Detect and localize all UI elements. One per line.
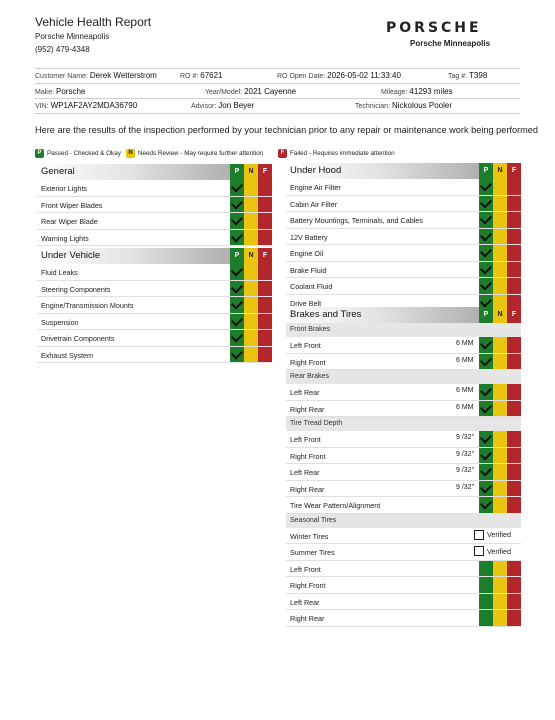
measurement-value: 6 MM [456,356,474,364]
status-pass-cell [230,314,244,330]
dealer-phone: (952) 479-4348 [35,45,90,54]
status-fail-cell [507,384,521,400]
status-review-cell [493,278,507,294]
status-review-cell [493,610,507,626]
ro-open-field: RO Open Date: 2026-05-02 11:33:40 [277,71,401,80]
inspection-row [37,281,272,298]
column-needs-review: N [493,307,507,323]
check-icon [231,330,243,342]
under-hood-section [286,163,521,311]
column-failed: F [258,164,272,180]
check-icon [480,262,492,274]
inspection-row [286,212,521,229]
status-review-cell [493,179,507,195]
status-review-cell [493,431,507,447]
inspection-row [286,594,521,611]
status-review-cell [493,196,507,212]
item-label: Right Front [290,357,326,367]
inspection-row [286,610,521,627]
status-fail-cell [507,354,521,370]
measurement-value: 6 MM [456,387,474,394]
inspection-row [286,262,521,279]
section-header [286,307,521,323]
status-pass-cell [479,354,493,370]
status-review-cell [493,262,507,278]
measurement-value: 9 /32" [456,467,475,474]
general-section [37,164,272,246]
status-fail-cell [507,179,521,195]
subsection-header [286,514,521,528]
check-icon [480,295,492,307]
item-label: Coolant Fluid [290,282,333,291]
subsection-header [286,323,521,337]
column-passed: P [479,307,493,323]
status-fail-cell [507,481,521,497]
inspection-row [37,314,272,331]
mileage-field: Mileage: 41293 miles [381,87,453,96]
item-label: Right Front [290,581,326,590]
inspection-row [37,197,272,214]
item-label: Left Rear [290,597,320,607]
inspection-row [286,229,521,246]
checkbox-icon[interactable] [474,530,484,540]
check-icon [480,448,492,460]
status-pass-cell [479,497,493,513]
vin-field: VIN: WP1AF2AY2MDA36790 [35,101,138,110]
inspection-row [286,179,521,196]
inspection-row [286,497,521,514]
status-fail-cell [507,497,521,513]
item-label: Exterior Lights [41,184,87,193]
item-label: Right Rear [290,484,325,494]
subsection-title: Tire Tread Depth [290,420,343,427]
subsection-header [286,417,521,431]
check-icon [231,281,243,293]
status-fail-cell [507,229,521,245]
section-header [37,164,272,180]
status-review-cell [244,213,258,229]
section-title: Under Vehicle [41,250,101,261]
status-review-cell [493,448,507,464]
column-passed: P [230,248,244,264]
measurement-value: 9 /32" [456,434,475,441]
item-label: Left Front [290,341,321,350]
section-title: Brakes and Tires [290,309,362,320]
status-review-cell [493,354,507,370]
measurement-value: 6 MM [456,403,474,411]
status-pass-cell [230,264,244,280]
status-pass-cell [479,448,493,464]
check-icon [480,401,492,413]
status-review-cell [244,180,258,196]
column-passed: P [479,163,493,179]
item-label: Left Rear [290,388,320,397]
check-icon [231,297,243,309]
check-icon [231,264,243,276]
make-field: Make: Porsche [35,87,86,96]
status-review-cell [493,561,507,577]
verified-checkbox[interactable] [474,530,511,540]
status-fail-cell [507,196,521,212]
advisor-field: Advisor: Jon Beyer [191,101,255,110]
inspection-row [37,230,272,247]
item-label: Exhaust System [41,350,93,360]
status-fail-cell [258,180,272,196]
subsection-title: Seasonal Tires [290,516,337,524]
inspection-row [286,464,521,481]
checkbox-icon[interactable] [474,546,484,556]
status-pass-cell [479,229,493,245]
report-title: Vehicle Health Report [35,15,152,29]
intro-text: Here are the results of the inspection performed by your technician prior to any repair or maintenance work being performed [35,125,539,135]
item-label: 12V Battery [290,232,328,242]
check-icon [231,213,243,225]
status-fail-cell [258,264,272,280]
status-pass-cell [479,464,493,480]
dealer-name: Porsche Minneapolis [35,32,110,41]
inspection-row [286,448,521,465]
status-fail-cell [258,347,272,363]
check-icon [480,179,492,191]
status-pass-cell [479,179,493,195]
check-icon [480,337,492,349]
status-review-cell [244,281,258,297]
status-fail-cell [258,281,272,297]
check-icon [480,278,492,290]
status-review-cell [493,577,507,593]
status-review-cell [493,464,507,480]
inspection-row [286,196,521,213]
status-pass-cell [230,197,244,213]
item-label: Engine/Transmission Mounts [41,301,134,310]
verified-label: Verified [487,530,511,539]
inspection-row [37,264,272,281]
status-review-cell [493,497,507,513]
status-pass-cell [230,180,244,196]
item-label: Front Wiper Blades [41,200,103,210]
item-label: Fluid Leaks [41,268,78,277]
status-pass-cell [230,330,244,346]
column-needs-review: N [244,248,258,264]
check-icon [231,230,243,242]
column-failed: F [258,248,272,264]
status-review-cell [493,337,507,353]
status-fail-cell [507,561,521,577]
column-failed: F [507,307,521,323]
status-pass-cell [479,278,493,294]
column-needs-review: N [244,164,258,180]
status-review-cell [244,264,258,280]
status-review-cell [244,314,258,330]
status-pass-cell [479,610,493,626]
ro-field: RO #: 67621 [180,71,223,80]
check-icon [231,180,243,192]
status-fail-cell [507,610,521,626]
status-review-cell [493,594,507,610]
item-label: Winter Tires [290,531,329,541]
inspection-row [286,245,521,262]
inspection-row [37,347,272,364]
status-pass-cell [479,481,493,497]
status-pass-cell [230,213,244,229]
legend-passed: P Passed - Checked & Okay [35,149,121,158]
status-review-cell [244,330,258,346]
item-label: Tire Wear Pattern/Alignment [290,501,381,510]
status-pass-cell [479,245,493,261]
item-label: Right Rear [290,614,325,623]
inspection-row [37,330,272,347]
section-header [286,163,521,179]
subsection-title: Rear Brakes [290,373,329,380]
check-icon [480,481,492,493]
logo-dealer: Porsche Minneapolis [410,39,491,48]
status-fail-cell [507,448,521,464]
status-fail-cell [507,278,521,294]
check-icon [480,384,492,396]
status-review-cell [493,245,507,261]
status-pass-cell [230,230,244,246]
under-vehicle-section [37,248,272,363]
status-pass-cell [479,431,493,447]
status-fail-cell [507,337,521,353]
inspection-row [37,213,272,230]
tag-field: Tag #: T398 [448,71,488,80]
item-label: Suspension [41,317,79,327]
column-needs-review: N [493,163,507,179]
measurement-value: 9 /32" [456,450,475,458]
status-pass-cell [479,594,493,610]
check-icon [480,464,492,476]
check-icon [480,245,492,257]
status-pass-cell [479,196,493,212]
item-label: Left Front [290,435,321,444]
item-label: Right Rear [290,404,325,414]
check-icon [480,196,492,208]
status-review-cell [493,212,507,228]
status-review-cell [244,230,258,246]
check-icon [231,197,243,209]
status-fail-cell [258,230,272,246]
check-icon [480,431,492,443]
measurement-value: 6 MM [456,340,474,347]
status-review-cell [493,384,507,400]
item-label: Drive Belt [290,298,322,308]
status-review-cell [244,297,258,313]
inspection-row [286,384,521,401]
status-pass-cell [479,577,493,593]
year-model-field: Year/Model: 2021 Cayenne [205,87,297,96]
status-pass-cell [479,337,493,353]
porsche-logo: PORSCHE [386,20,482,36]
inspection-row [286,401,521,418]
status-fail-cell [507,262,521,278]
inspection-row [286,577,521,594]
item-label: Engine Oil [290,249,324,258]
status-fail-cell [258,297,272,313]
column-failed: F [507,163,521,179]
seasonal-tire-row [286,528,521,545]
status-pass-cell [479,401,493,417]
item-label: Drivetrain Components [41,334,115,343]
measurement-value: 9 /32" [456,483,475,491]
status-review-cell [493,229,507,245]
status-pass-cell [230,281,244,297]
inspection-row [286,278,521,295]
subsection-header [286,370,521,384]
seasonal-tire-row [286,544,521,561]
check-icon [480,354,492,366]
status-fail-cell [507,464,521,480]
status-pass-cell [230,347,244,363]
brakes-tires-section [286,307,521,627]
item-label: Brake Fluid [290,265,327,275]
verified-checkbox[interactable] [474,546,511,556]
inspection-row [286,481,521,498]
item-label: Battery Mountings, Terminals, and Cables [290,216,423,225]
status-fail-cell [258,330,272,346]
status-fail-cell [258,197,272,213]
item-label: Left Front [290,564,321,574]
item-label: Left Rear [290,468,320,477]
column-passed: P [230,164,244,180]
technician-field: Technician: Nickolous Pooler [355,101,453,110]
status-pass-cell [479,212,493,228]
legend-failed: F Failed - Requires immediate attention [278,149,395,158]
inspection-row [286,561,521,578]
status-fail-cell [258,314,272,330]
inspection-row [37,297,272,314]
status-pass-cell [479,384,493,400]
status-fail-cell [507,577,521,593]
item-label: Summer Tires [290,548,335,557]
status-fail-cell [507,212,521,228]
subsection-title: Front Brakes [290,326,331,333]
section-title: General [41,166,75,177]
check-icon [231,314,243,326]
inspection-row [286,431,521,448]
section-header [37,248,272,264]
check-icon [231,347,243,359]
customer-field: Customer Name: Derek Wetterstrom [35,71,157,80]
status-review-cell [244,197,258,213]
check-icon [480,212,492,224]
status-pass-cell [479,262,493,278]
section-title: Under Hood [290,165,342,176]
item-label: Rear Wiper Blade [41,217,98,226]
status-fail-cell [507,401,521,417]
status-fail-cell [258,213,272,229]
status-review-cell [493,401,507,417]
status-fail-cell [507,594,521,610]
status-fail-cell [507,431,521,447]
item-label: Cabin Air Filter [290,199,338,209]
verified-label: Verified [487,546,511,556]
inspection-row [286,354,521,371]
status-review-cell [244,347,258,363]
status-pass-cell [479,561,493,577]
check-icon [480,229,492,241]
status-fail-cell [507,245,521,261]
item-label: Engine Air Filter [290,183,341,192]
item-label: Steering Components [41,284,111,294]
legend-needs-review: N Needs Review - May require further attention [126,149,263,158]
check-icon [480,497,492,509]
status-review-cell [493,481,507,497]
inspection-row [37,180,272,197]
item-label: Right Front [290,451,326,461]
inspection-row [286,337,521,354]
status-pass-cell [230,297,244,313]
item-label: Warning Lights [41,233,89,243]
